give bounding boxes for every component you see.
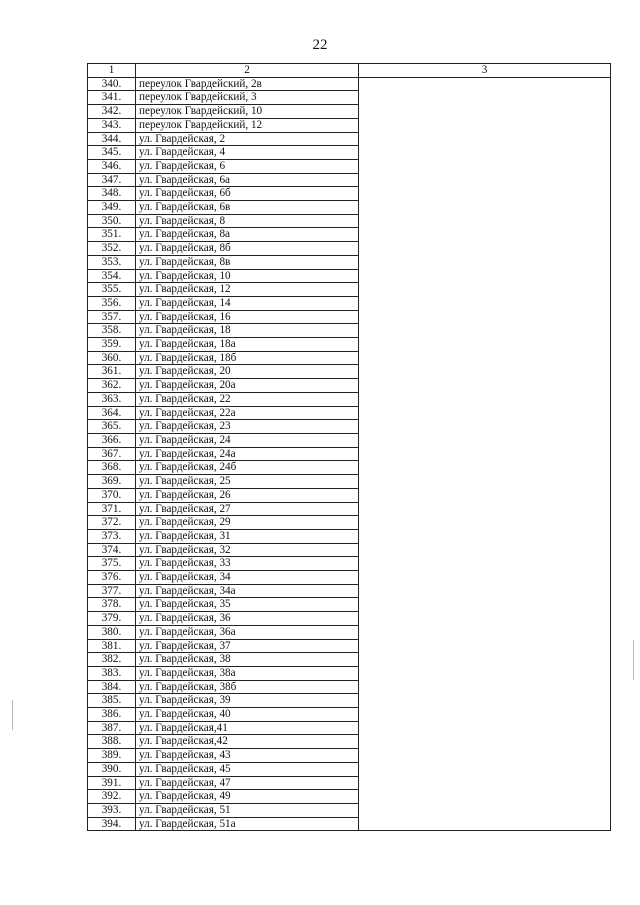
row-address: ул. Гвардейская, 38 xyxy=(136,653,359,667)
row-address: ул. Гвардейская, 6 xyxy=(136,159,359,173)
row-address: ул. Гвардейская, 22а xyxy=(136,406,359,420)
row-address: ул. Гвардейская, 36а xyxy=(136,625,359,639)
row-number: 366. xyxy=(88,433,136,447)
column-header-1: 1 xyxy=(88,64,136,78)
row-address: ул. Гвардейская, 43 xyxy=(136,749,359,763)
row-number: 357. xyxy=(88,310,136,324)
row-address: ул. Гвардейская, 27 xyxy=(136,502,359,516)
row-address: ул. Гвардейская, 14 xyxy=(136,296,359,310)
row-number: 386. xyxy=(88,708,136,722)
row-number: 374. xyxy=(88,543,136,557)
row-number: 358. xyxy=(88,324,136,338)
column-header-2: 2 xyxy=(136,64,359,78)
row-number: 364. xyxy=(88,406,136,420)
row-address: ул. Гвардейская, 8в xyxy=(136,255,359,269)
row-number: 362. xyxy=(88,379,136,393)
row-address: ул. Гвардейская,41 xyxy=(136,721,359,735)
row-number: 375. xyxy=(88,557,136,571)
row-number: 355. xyxy=(88,283,136,297)
row-address: ул. Гвардейская, 10 xyxy=(136,269,359,283)
row-address: ул. Гвардейская, 51 xyxy=(136,803,359,817)
row-number: 389. xyxy=(88,749,136,763)
row-address: ул. Гвардейская, 4 xyxy=(136,146,359,160)
row-address: ул. Гвардейская, 35 xyxy=(136,598,359,612)
row-number: 363. xyxy=(88,392,136,406)
row-address: ул. Гвардейская, 20а xyxy=(136,379,359,393)
row-number: 379. xyxy=(88,612,136,626)
row-address: переулок Гвардейский, 3 xyxy=(136,91,359,105)
table-header-row xyxy=(88,64,611,78)
row-number: 346. xyxy=(88,159,136,173)
row-number: 381. xyxy=(88,639,136,653)
table-body xyxy=(88,77,611,831)
row-number: 352. xyxy=(88,242,136,256)
table-row xyxy=(88,77,611,91)
row-address: ул. Гвардейская, 49 xyxy=(136,790,359,804)
row-address: ул. Гвардейская, 36 xyxy=(136,612,359,626)
row-address: ул. Гвардейская, 16 xyxy=(136,310,359,324)
row-number: 378. xyxy=(88,598,136,612)
row-address: ул. Гвардейская, 38б xyxy=(136,680,359,694)
row-address: ул. Гвардейская, 8б xyxy=(136,242,359,256)
row-number: 344. xyxy=(88,132,136,146)
margin-mark xyxy=(633,640,634,680)
row-address: ул. Гвардейская, 32 xyxy=(136,543,359,557)
row-address: ул. Гвардейская, 40 xyxy=(136,708,359,722)
row-address: ул. Гвардейская, 22 xyxy=(136,392,359,406)
row-address: ул. Гвардейская, 2 xyxy=(136,132,359,146)
row-number: 392. xyxy=(88,790,136,804)
row-number: 359. xyxy=(88,338,136,352)
row-number: 348. xyxy=(88,187,136,201)
row-number: 341. xyxy=(88,91,136,105)
column-3-cell xyxy=(359,77,611,831)
row-address: ул. Гвардейская, 25 xyxy=(136,475,359,489)
row-number: 383. xyxy=(88,666,136,680)
row-address: ул. Гвардейская, 8а xyxy=(136,228,359,242)
row-address: ул. Гвардейская, 29 xyxy=(136,516,359,530)
row-number: 382. xyxy=(88,653,136,667)
row-address: ул. Гвардейская, 6б xyxy=(136,187,359,201)
address-table xyxy=(87,63,611,831)
row-address: ул. Гвардейская, 24б xyxy=(136,461,359,475)
row-number: 356. xyxy=(88,296,136,310)
row-number: 371. xyxy=(88,502,136,516)
row-number: 380. xyxy=(88,625,136,639)
row-address: ул. Гвардейская, 6а xyxy=(136,173,359,187)
row-number: 360. xyxy=(88,351,136,365)
row-address: ул. Гвардейская, 34 xyxy=(136,571,359,585)
row-number: 350. xyxy=(88,214,136,228)
row-number: 361. xyxy=(88,365,136,379)
row-number: 391. xyxy=(88,776,136,790)
row-address: ул. Гвардейская, 45 xyxy=(136,762,359,776)
row-address: ул. Гвардейская, 12 xyxy=(136,283,359,297)
row-number: 376. xyxy=(88,571,136,585)
row-number: 342. xyxy=(88,105,136,119)
row-address: ул. Гвардейская, 8 xyxy=(136,214,359,228)
row-address: ул. Гвардейская, 18 xyxy=(136,324,359,338)
row-number: 347. xyxy=(88,173,136,187)
row-number: 354. xyxy=(88,269,136,283)
row-number: 372. xyxy=(88,516,136,530)
row-number: 353. xyxy=(88,255,136,269)
row-address: ул. Гвардейская, 18а xyxy=(136,338,359,352)
row-number: 387. xyxy=(88,721,136,735)
row-number: 340. xyxy=(88,77,136,91)
row-address: переулок Гвардейский, 12 xyxy=(136,118,359,132)
row-number: 351. xyxy=(88,228,136,242)
row-number: 370. xyxy=(88,488,136,502)
row-address: ул. Гвардейская, 37 xyxy=(136,639,359,653)
row-number: 385. xyxy=(88,694,136,708)
row-number: 390. xyxy=(88,762,136,776)
column-header-3: 3 xyxy=(359,64,611,78)
row-address: ул. Гвардейская, 20 xyxy=(136,365,359,379)
row-address: ул. Гвардейская, 24 xyxy=(136,433,359,447)
margin-mark xyxy=(12,700,13,730)
row-number: 368. xyxy=(88,461,136,475)
row-address: ул. Гвардейская, 24а xyxy=(136,447,359,461)
row-address: ул. Гвардейская, 26 xyxy=(136,488,359,502)
row-number: 384. xyxy=(88,680,136,694)
row-number: 349. xyxy=(88,201,136,215)
page-number: 22 xyxy=(312,37,328,53)
row-number: 388. xyxy=(88,735,136,749)
row-address: ул. Гвардейская,42 xyxy=(136,735,359,749)
row-address: ул. Гвардейская, 23 xyxy=(136,420,359,434)
row-address: ул. Гвардейская, 38а xyxy=(136,666,359,680)
row-number: 345. xyxy=(88,146,136,160)
row-address: переулок Гвардейский, 10 xyxy=(136,105,359,119)
row-address: ул. Гвардейская, 47 xyxy=(136,776,359,790)
row-address: ул. Гвардейская, 34а xyxy=(136,584,359,598)
row-number: 367. xyxy=(88,447,136,461)
row-address: переулок Гвардейский, 2в xyxy=(136,77,359,91)
row-address: ул. Гвардейская, 6в xyxy=(136,201,359,215)
row-address: ул. Гвардейская, 33 xyxy=(136,557,359,571)
row-address: ул. Гвардейская, 51а xyxy=(136,817,359,831)
row-number: 393. xyxy=(88,803,136,817)
row-number: 373. xyxy=(88,529,136,543)
row-address: ул. Гвардейская, 31 xyxy=(136,529,359,543)
row-number: 343. xyxy=(88,118,136,132)
row-address: ул. Гвардейская, 18б xyxy=(136,351,359,365)
row-number: 394. xyxy=(88,817,136,831)
row-number: 369. xyxy=(88,475,136,489)
row-number: 377. xyxy=(88,584,136,598)
row-address: ул. Гвардейская, 39 xyxy=(136,694,359,708)
row-number: 365. xyxy=(88,420,136,434)
